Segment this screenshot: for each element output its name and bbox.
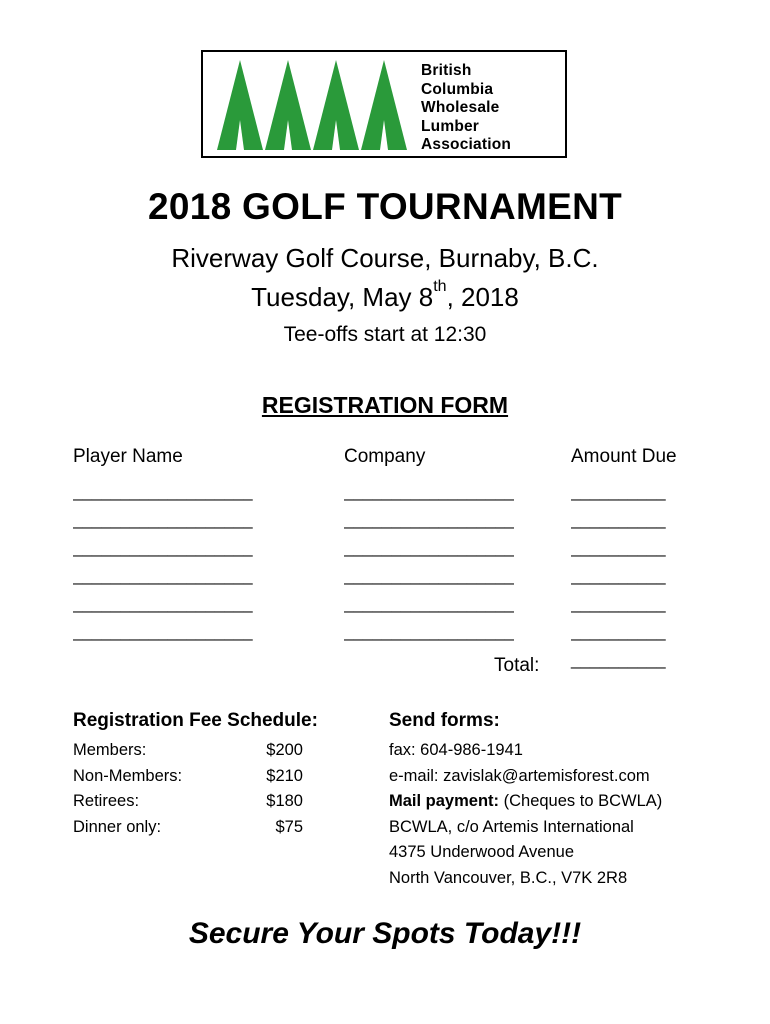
fee-amount: $200 [266, 741, 303, 759]
company-field[interactable]: __________________ [344, 594, 515, 613]
company-field[interactable]: __________________ [344, 622, 515, 641]
address-line: 4375 Underwood Avenue [389, 843, 575, 862]
page-title: 2018 GOLF TOURNAMENT [147, 186, 623, 227]
logo-line: British [421, 62, 472, 79]
logo-line: Lumber [421, 117, 480, 135]
mail-payment-line [389, 789, 662, 815]
player-name-field[interactable]: ___________________ [73, 510, 253, 529]
amount-due-field[interactable]: __________ [571, 538, 666, 557]
player-name-field[interactable]: ___________________ [73, 566, 253, 585]
fee-row [73, 764, 303, 790]
column-header-amount-due: Amount Due [571, 446, 677, 467]
company-field[interactable]: __________________ [344, 482, 515, 501]
player-name-blanks [73, 478, 253, 646]
company-field[interactable]: __________________ [344, 566, 515, 585]
fee-amount: $75 [275, 817, 303, 836]
fee-schedule [73, 738, 303, 840]
venue-line: Riverway Golf Course, Burnaby, B.C. [171, 243, 599, 273]
column-header-company: Company [344, 446, 426, 467]
player-name-field[interactable]: ___________________ [73, 622, 253, 641]
fee-label: Non-Members: [73, 766, 183, 785]
fax-line: fax: 604-986-1941 [389, 741, 523, 759]
total-label: Total: [494, 655, 540, 676]
address-line: BCWLA, c/o Artemis International [389, 817, 634, 836]
logo-line: Columbia [421, 80, 494, 98]
call-to-action: Secure Your Spots Today!!! [188, 917, 582, 950]
fee-amount: $180 [266, 792, 303, 811]
company-blanks [344, 478, 514, 646]
mail-payment-note: (Cheques to BCWLA) [499, 792, 663, 811]
date-suffix: , 2018 [446, 282, 519, 312]
player-name-field[interactable]: ___________________ [73, 482, 253, 501]
fee-schedule-title: Registration Fee Schedule: [73, 710, 318, 731]
amount-due-field[interactable]: __________ [571, 566, 666, 585]
address-line: North Vancouver, B.C., V7K 2R8 [389, 868, 628, 887]
total-field[interactable]: __________ [571, 650, 666, 669]
column-header-player-name: Player Name [73, 446, 183, 467]
amount-due-field[interactable]: __________ [571, 622, 666, 641]
logo-line: Association [421, 136, 512, 153]
fee-label: Dinner only: [73, 817, 162, 836]
date-prefix: Tuesday, May 8 [251, 282, 434, 312]
send-forms-details [389, 738, 662, 892]
date-line [0, 278, 770, 313]
company-field[interactable]: __________________ [344, 510, 515, 529]
amount-due-field[interactable]: __________ [571, 482, 666, 501]
fee-row [73, 789, 303, 815]
date-superscript: th [433, 278, 447, 295]
company-field[interactable]: __________________ [344, 538, 515, 557]
teeoff-line: Tee-offs start at 12:30 [283, 323, 487, 346]
fee-row [73, 815, 303, 841]
fee-label: Members: [73, 741, 147, 759]
fee-amount: $210 [266, 766, 303, 785]
association-logo [201, 50, 567, 158]
logo-line: Wholesale [421, 99, 500, 116]
amount-blanks [571, 478, 666, 646]
fee-label: Retirees: [73, 792, 140, 811]
registration-form-title: REGISTRATION FORM [261, 392, 509, 418]
logo-text [421, 62, 511, 155]
player-name-field[interactable]: ___________________ [73, 594, 253, 613]
player-name-field[interactable]: ___________________ [73, 538, 253, 557]
send-forms-title: Send forms: [389, 710, 500, 731]
pine-trees-logo-icon [217, 58, 407, 152]
mail-payment-label: Mail payment: [389, 792, 500, 811]
fee-row [73, 738, 303, 764]
email-line: e-mail: zavislak@artemisforest.com [389, 766, 650, 785]
amount-due-field[interactable]: __________ [571, 594, 666, 613]
amount-due-field[interactable]: __________ [571, 510, 666, 529]
